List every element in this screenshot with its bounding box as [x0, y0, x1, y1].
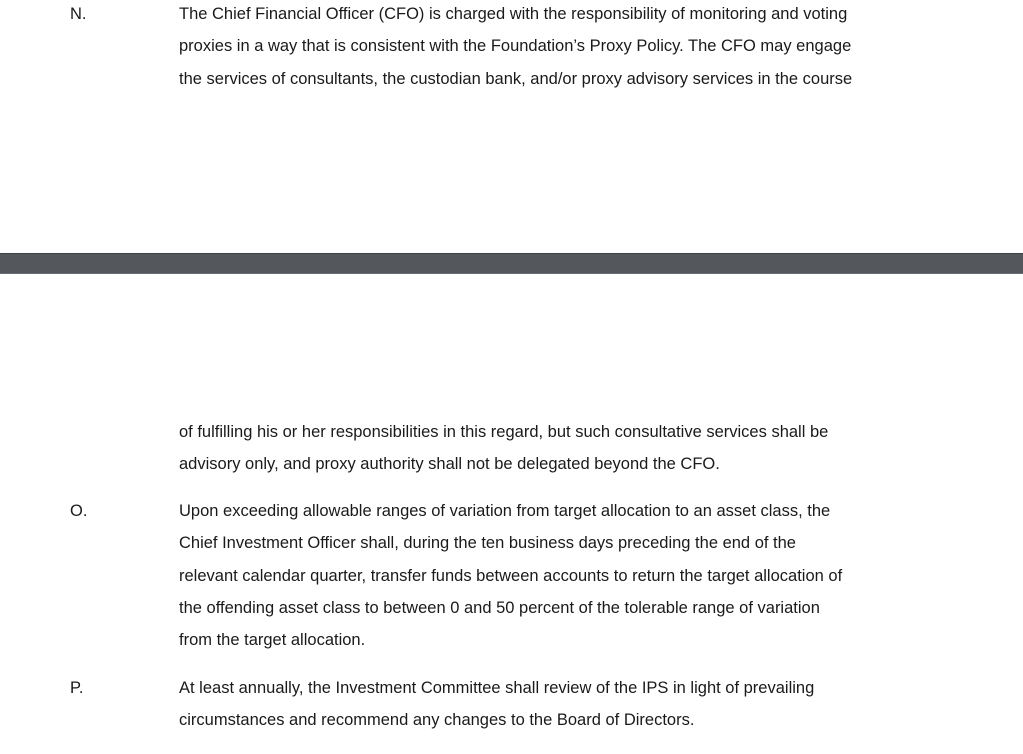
paragraph-text-o [179, 495, 999, 656]
paragraph-marker-o: O. [70, 502, 88, 520]
page-separator [0, 253, 1023, 274]
text-line: At least annually, the Investment Committee shall review of the IPS in light of prevailing [179, 679, 815, 697]
document-page-bottom [0, 274, 1023, 754]
paragraph-marker-n: N. [70, 5, 87, 23]
paragraph-marker-p: P. [70, 679, 84, 697]
text-line: the services of consultants, the custodian bank, and/or proxy advisory services in the course [179, 69, 853, 88]
text-line: proxies in a way that is consistent with the Foundation’s Proxy Policy. The CFO may engage [179, 37, 852, 56]
text-line: Chief Investment Officer shall, during the ten business days preceding the end of the [179, 534, 796, 553]
text-line: the offending asset class to between 0 and 50 percent of the tolerable range of variation [179, 598, 820, 617]
text-line: relevant calendar quarter, transfer funds between accounts to return the target allocation of [179, 566, 843, 585]
text-line: of fulfilling his or her responsibilities in this regard, but such consultative services shall be [179, 423, 829, 441]
paragraph-text-p [179, 672, 999, 737]
document-page-top [0, 0, 1023, 253]
text-line: from the target allocation. [179, 631, 366, 650]
text-line: circumstances and recommend any changes to the Board of Directors. [179, 711, 695, 730]
text-line: advisory only, and proxy authority shall not be delegated beyond the CFO. [179, 455, 720, 474]
paragraph-text-n-continued [179, 416, 999, 481]
text-line: The Chief Financial Officer (CFO) is charged with the responsibility of monitoring and voting [179, 5, 848, 23]
paragraph-text-n [179, 0, 999, 95]
text-line: Upon exceeding allowable ranges of variation from target allocation to an asset class, the [179, 502, 831, 520]
